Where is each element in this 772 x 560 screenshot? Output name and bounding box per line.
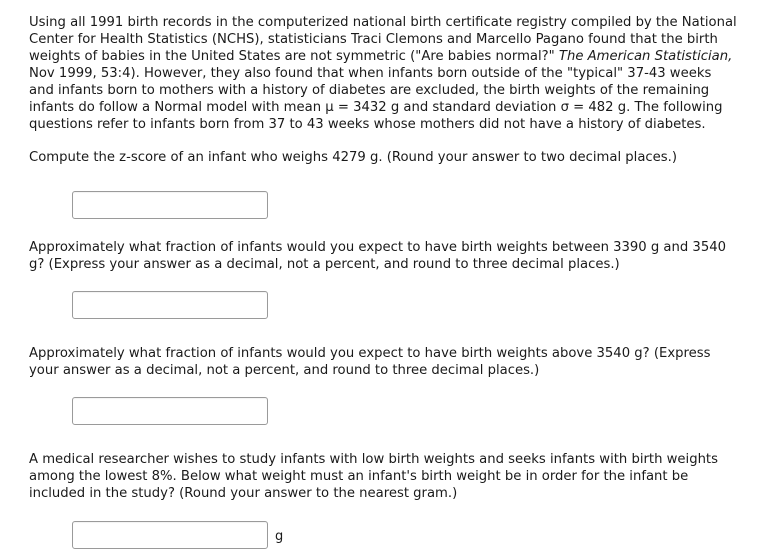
intro-text-part1: Using all 1991 birth records in the computerized national birth certificate registry compiled by the National Center for Health Statistics (NCHS), statisticians Traci Clemons and Marcello Pagano found that the birth weights of babies in the United States are not symmetric ("Are babies normal?": [29, 15, 737, 64]
question-1-text: Compute the z-score of an infant who weighs 4279 g. (Round your answer to two decimal places.): [29, 150, 677, 165]
journal-title: The American Statistician,: [558, 49, 733, 64]
question-3-answer-row: [72, 397, 739, 425]
question-1-answer-input[interactable]: [72, 191, 268, 219]
question-4-answer-input[interactable]: [72, 521, 268, 549]
question-3-answer-input[interactable]: [72, 397, 268, 425]
question-4-text: A medical researcher wishes to study infants with low birth weights and seeks infants with birth weights among the lowest 8%. Below what weight must an infant's birth weight be in order for the infant be included in the study? (Round your answer to the nearest gram.): [29, 452, 718, 501]
question-2-answer-row: [72, 291, 739, 319]
question-2-answer-input[interactable]: [72, 291, 268, 319]
question-2-text: Approximately what fraction of infants would you expect to have birth weights between 3390 g and 3540 g? (Express your answer as a decimal, not a percent, and round to three decimal places.): [29, 240, 726, 272]
question-3-text: Approximately what fraction of infants would you expect to have birth weights above 3540 g? (Express your answer as a decimal, not a percent, and round to three decimal places.): [29, 346, 711, 378]
intro-text-part2: Nov 1999, 53:4). However, they also found that when infants born outside of the "typical" 37-43 weeks and infants born to mothers with a history of diabetes are excluded, the birth weights of the remaining infants do follow a Normal model with mean μ = 3432 g and standard deviation σ = 482 g. The following questions refer to infants born from 37 to 43 weeks whose mothers did not have a history of diabetes.: [29, 66, 723, 132]
question-4-unit-label: g: [275, 529, 284, 544]
question-4-answer-row: [72, 521, 739, 549]
problem-intro: [29, 14, 739, 133]
question-1-answer-row: [72, 191, 739, 219]
problem-content: [29, 14, 739, 549]
